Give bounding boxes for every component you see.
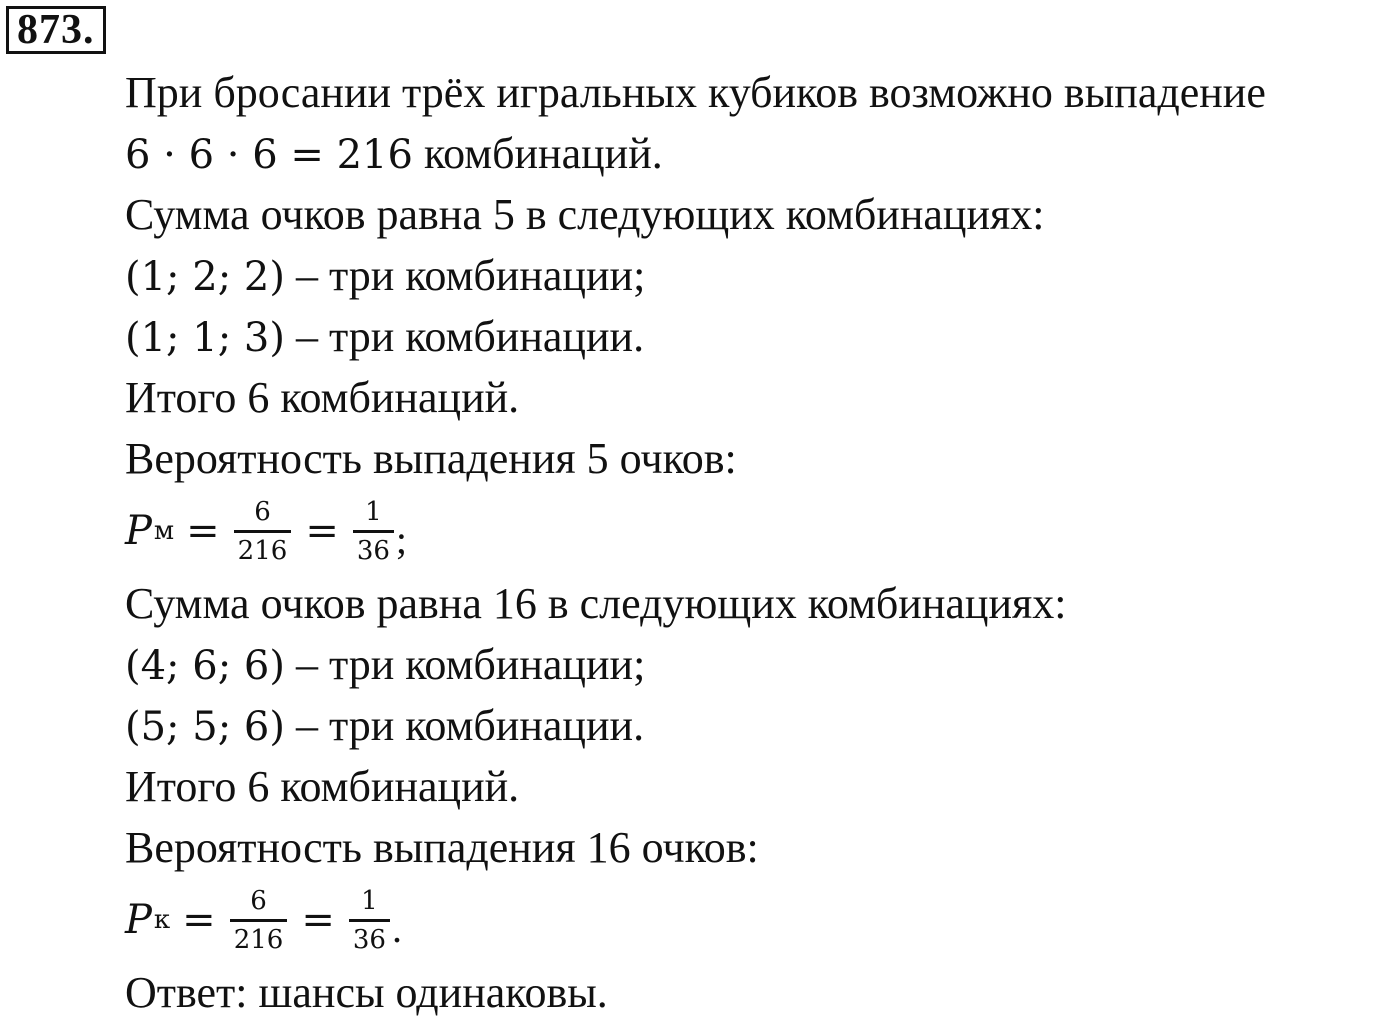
line-sum5-combo-a	[125, 245, 1400, 306]
formula1-subscript: м	[153, 516, 175, 546]
problem-number-box	[6, 6, 106, 54]
line-answer: Ответ: шансы одинаковы.	[125, 968, 608, 1017]
problem-number: 873.	[17, 7, 95, 53]
combo-c-tuple: (4; 6; 6)	[125, 643, 285, 689]
formula-prob-5	[125, 489, 1400, 573]
combo-a-text: – три комбинации;	[284, 251, 646, 300]
formula2-frac2-denominator: 36	[349, 919, 390, 954]
formula1-frac1-denominator: 216	[234, 530, 292, 565]
line-sum5-combo-b	[125, 306, 1400, 367]
formula1-frac1-numerator: 6	[254, 496, 271, 527]
formula1-frac2-numerator: 1	[365, 496, 382, 527]
formula2-fraction-1	[230, 887, 288, 954]
combo-d-tuple: (5; 5; 6)	[125, 704, 285, 750]
line-sum16-combo-a	[125, 634, 1400, 695]
line-total-combinations	[125, 123, 1400, 184]
formula2-symbol: P	[125, 897, 152, 943]
solution-text	[125, 62, 1400, 1023]
formula1-symbol: P	[125, 508, 152, 554]
formula2-punctuation: .	[391, 906, 402, 951]
formula1-equals-1: =	[186, 508, 220, 554]
formula1-fraction-2	[353, 498, 394, 565]
line-sum16-combo-b	[125, 695, 1400, 756]
line-sum16-total: Итого 6 комбинаций.	[125, 762, 520, 811]
formula2-equals-2: =	[301, 897, 335, 943]
formula1-fraction-1	[234, 498, 292, 565]
formula1-frac2-denominator: 36	[353, 530, 394, 565]
formula1-equals-2: =	[305, 508, 339, 554]
line-prob16-heading: Вероятность выпадения 16 очков:	[125, 823, 759, 872]
formula2-frac2-numerator: 1	[361, 885, 378, 916]
combo-b-text: – три комбинации.	[284, 312, 645, 361]
line-sum5-heading: Сумма очков равна 5 в следующих комбинациях:	[125, 190, 1045, 239]
total-combinations-expression: 6 · 6 · 6 = 216	[125, 132, 413, 178]
line-intro: При бросании трёх игральных кубиков возможно выпадение	[125, 68, 1266, 117]
formula2-fraction-2	[349, 887, 390, 954]
formula2-frac1-numerator: 6	[250, 885, 267, 916]
combo-b-tuple: (1; 1; 3)	[125, 315, 285, 361]
line-prob5-heading: Вероятность выпадения 5 очков:	[125, 434, 737, 483]
formula2-subscript: к	[153, 905, 171, 935]
formula2-frac1-denominator: 216	[230, 919, 288, 954]
combo-a-tuple: (1; 2; 2)	[125, 254, 285, 300]
combo-c-text: – три комбинации;	[284, 640, 646, 689]
formula2-equals-1: =	[182, 897, 216, 943]
line-sum5-total: Итого 6 комбинаций.	[125, 373, 520, 422]
formula-prob-16	[125, 878, 1400, 962]
line-sum16-heading: Сумма очков равна 16 в следующих комбинациях:	[125, 579, 1067, 628]
total-combinations-text: комбинаций.	[412, 129, 663, 178]
combo-d-text: – три комбинации.	[284, 701, 645, 750]
formula1-punctuation: ;	[395, 517, 408, 562]
